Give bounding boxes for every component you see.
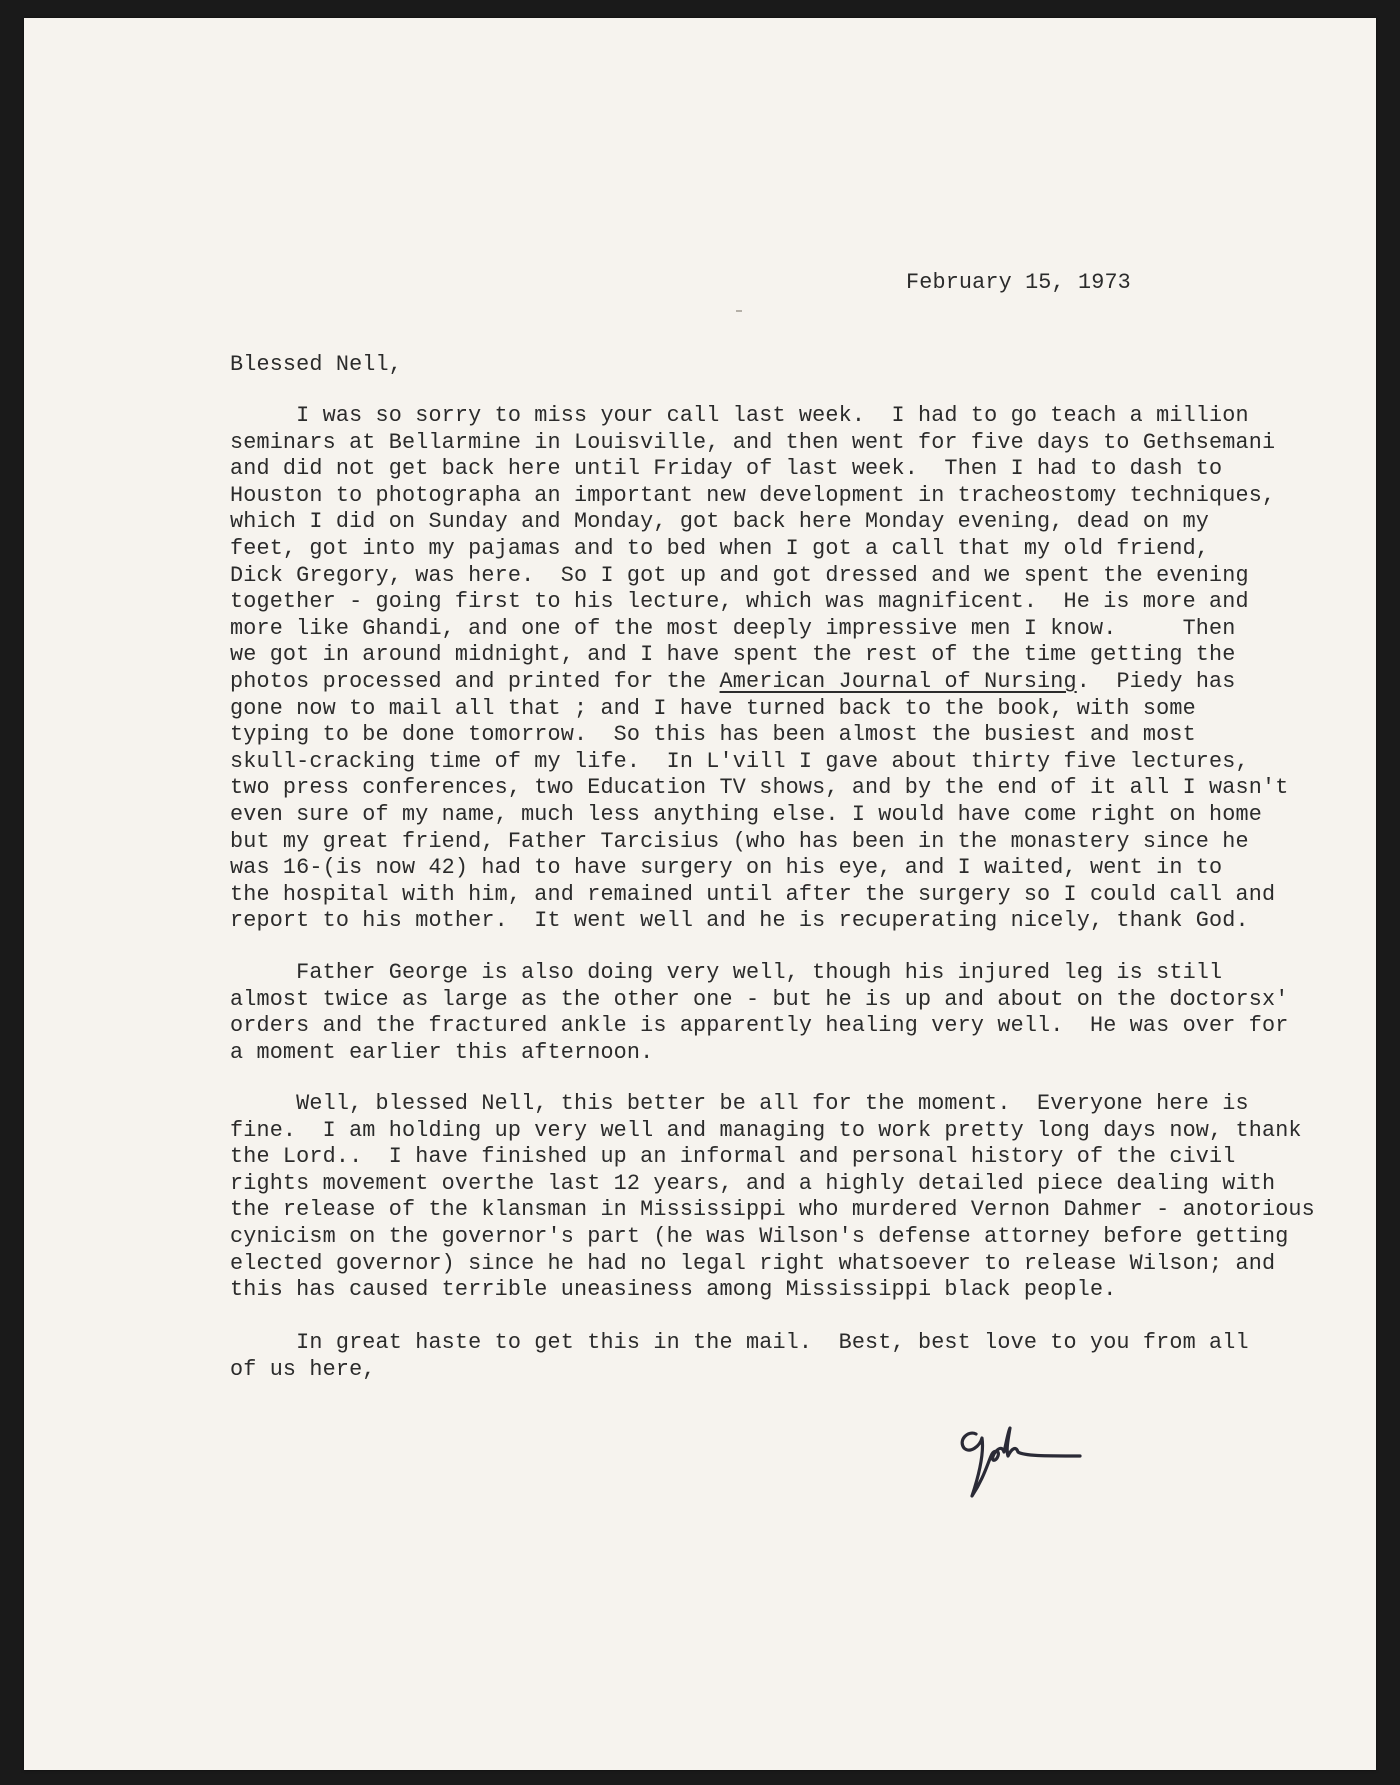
paragraph-3 — [230, 1091, 1350, 1304]
text-line: we got in around midnight, and I have spent the rest of the time getting the — [230, 642, 1236, 668]
text-line: and did not get back here until Friday of last week. Then I had to dash to — [230, 456, 1223, 482]
text-line: Well, blessed Nell, this better be all for the moment. Everyone here is — [230, 1091, 1249, 1116]
text-segment: photos processed and printed for the — [230, 668, 720, 694]
paragraph-1 — [230, 403, 1350, 935]
paragraph-4 — [230, 1330, 1350, 1383]
text-line: the hospital with him, and remained until after the surgery so I could call and — [230, 881, 1276, 907]
text-line: feet, got into my pajamas and to bed when I got a call that my old friend, — [230, 535, 1210, 561]
text-line: but my great friend, Father Tarcisius (who has been in the monastery since he — [230, 828, 1249, 854]
handwritten-signature — [954, 1422, 1084, 1512]
text-line: which I did on Sunday and Monday, got back here Monday evening, dead on my — [230, 509, 1210, 535]
letter-page — [24, 18, 1376, 1770]
letter-date: February 15, 1973 — [906, 270, 1131, 295]
salutation: Blessed Nell, — [230, 352, 402, 377]
paper-mark — [736, 310, 742, 312]
text-line: of us here, — [230, 1356, 376, 1382]
text-line: a moment earlier this afternoon. — [230, 1039, 654, 1065]
text-line: Houston to photographa an important new development in tracheostomy techniques, — [230, 482, 1276, 508]
text-line: this has caused terrible uneasiness among Mississippi black people. — [230, 1277, 1117, 1303]
text-line: In great haste to get this in the mail. Best, best love to you from all — [230, 1330, 1249, 1355]
text-line: the Lord.. I have finished up an informal and personal history of the civil — [230, 1144, 1236, 1170]
paragraph-2 — [230, 960, 1350, 1066]
text-line: rights movement overthe last 12 years, and a highly detailed piece dealing with — [230, 1170, 1276, 1196]
text-line: even sure of my name, much less anything else. I would have come right on home — [230, 801, 1262, 827]
text-line: I was so sorry to miss your call last week. I had to go teach a million — [230, 403, 1249, 428]
text-line: typing to be done tomorrow. So this has been almost the busiest and most — [230, 722, 1196, 748]
text-line: seminars at Bellarmine in Louisville, and then went for five days to Gethsemani — [230, 429, 1276, 455]
text-line: cynicism on the governor's part (he was Wilson's defense attorney before getting — [230, 1223, 1289, 1249]
text-line — [230, 669, 1350, 696]
text-segment: . Piedy has — [1076, 668, 1236, 694]
text-line: fine. I am holding up very well and managing to work pretty long days now, thank — [230, 1117, 1302, 1143]
text-line: more like Ghandi, and one of the most deeply impressive men I know. Then — [230, 615, 1236, 641]
text-line: skull-cracking time of my life. In L'vill I gave about thirty five lectures, — [230, 748, 1249, 774]
text-line: elected governor) since he had no legal right whatsoever to release Wilson; and — [230, 1250, 1276, 1276]
text-line: report to his mother. It went well and he is recuperating nicely, thank God. — [230, 908, 1249, 934]
text-line: gone now to mail all that ; and I have turned back to the book, with some — [230, 695, 1196, 721]
text-line: orders and the fractured ankle is apparently healing very well. He was over for — [230, 1013, 1289, 1039]
text-line: almost twice as large as the other one - but he is up and about on the doctorsx' — [230, 986, 1289, 1012]
text-line: together - going first to his lecture, which was magnificent. He is more and — [230, 589, 1249, 615]
text-line: Dick Gregory, was here. So I got up and got dressed and we spent the evening — [230, 562, 1249, 588]
text-line: Father George is also doing very well, though his injured leg is still — [230, 960, 1223, 985]
text-line: the release of the klansman in Mississippi who murdered Vernon Dahmer - anotorious — [230, 1197, 1315, 1223]
text-line: was 16-(is now 42) had to have surgery on his eye, and I waited, went in to — [230, 855, 1223, 881]
text-line: two press conferences, two Education TV shows, and by the end of it all I wasn't — [230, 775, 1289, 801]
journal-title: American Journal of Nursing — [719, 668, 1077, 694]
